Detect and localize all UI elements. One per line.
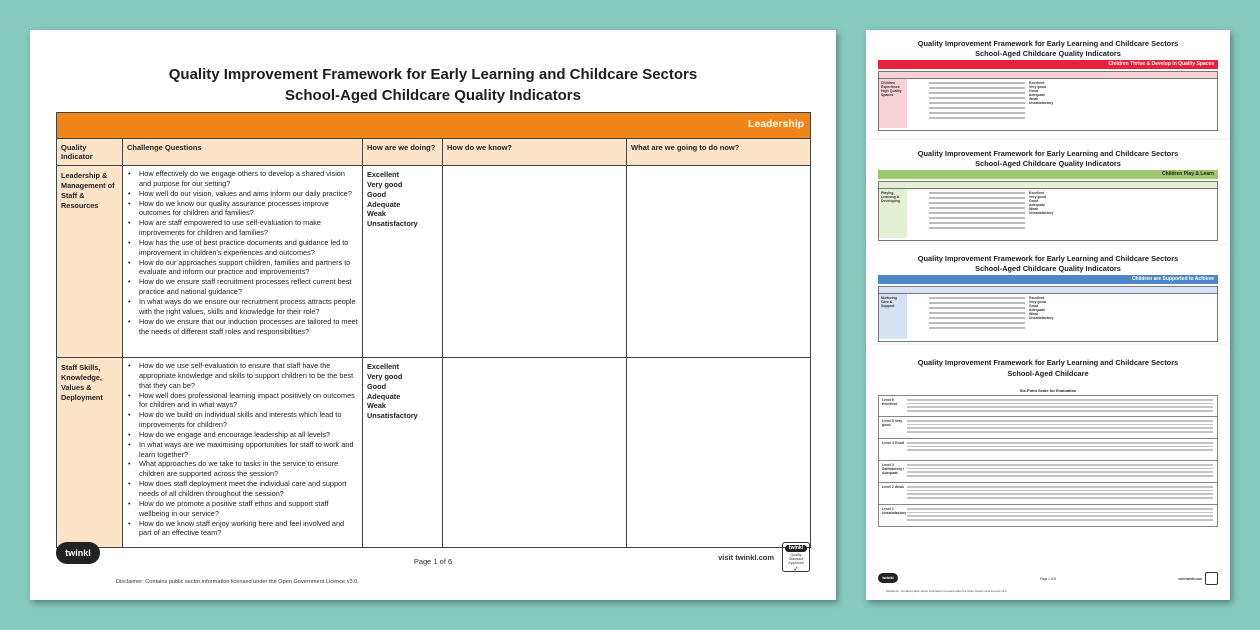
thumbnail-subtitle: School-Aged Childcare Quality Indicators [975,264,1121,273]
badge-text: Quality Standard Approved [788,553,804,566]
thumbnail-banner: Children Thrive & Develop in Quality Spaces [878,60,1218,69]
main-document-page [30,30,836,600]
thumbnail-page-3[interactable] [866,245,1230,345]
scale-row [878,483,1218,505]
rating-option: Unsatisfactory [367,219,418,229]
thumbnail-scale: Excellent Very good Good Adequate Weak Unsatisfactory [1029,81,1054,105]
challenge-question: • How do we ensure that our induction processes are tailored to meet the needs of different staff roles and responsibilities? [126,317,358,337]
challenge-question: • How do we ensure staff recruitment processes reflect current best practice and national guidance? [126,277,358,297]
challenge-question: • How do we engage and encourage leadership at all levels? [126,430,358,440]
challenge-question: • How well do our vision, values and aims inform our daily practice? [126,189,358,199]
challenge-question: • What approaches do we take to tasks in the service to ensure children are supported across the session? [126,459,358,479]
thumbnail-header-row [878,181,1218,189]
challenge-question: • How well does professional learning impact positively on outcomes for children and in what ways? [126,391,358,411]
badge-logo: twinkl [785,545,807,552]
scale-level: Level 1 Unsatisfactory [882,507,907,515]
rating-option: Excellent [367,170,400,179]
challenge-question: • How do we know staff enjoy working here and feel involved and part of an effective team? [126,519,358,539]
thumbnail-banner: Children are Supported to Achieve [878,275,1218,284]
challenge-question: • How are staff empowered to use self-evaluation to make improvements for children and families? [126,218,358,238]
scale-row [878,439,1218,461]
thumbnail-indicator: Playing, Learning & Developing [879,189,907,238]
twinkl-logo: twinkl [56,542,100,564]
how-do-we-know-cell [443,166,627,358]
column-header: How do we know? [443,139,627,166]
scale-row [878,461,1218,483]
rating-option: Adequate [367,391,401,401]
thumbnail-text-lines [929,82,1025,122]
thumbnail-banner: Children Play & Learn [878,170,1218,179]
scale-level: Level 5 Very good [882,419,903,427]
scale-row [878,395,1218,417]
thumbnail-scale: Excellent Very good Good Adequate Weak Unsatisfactory [1029,191,1054,215]
scale-level: Level 4 Good [882,441,904,445]
challenge-question: • How do we know our quality assurance processes improve outcomes for children and families? [126,199,358,219]
how-do-we-know-cell [443,358,627,548]
challenge-questions-cell [123,358,363,548]
rating-option: Good [367,189,387,199]
thumbnail-header-row [878,286,1218,294]
rating-option: Weak [367,209,386,219]
twinkl-logo: twinkl [878,573,898,583]
challenge-question: • In what ways do we ensure our recruitment process attracts people with the right values, skills and knowledge for their role? [126,297,358,317]
challenge-question: • How do we promote a positive staff ethos and support staff wellbeing in our service? [126,499,358,519]
column-header: Quality Indicator [57,139,123,166]
page-number: Page 1 of 6 [1039,577,1057,581]
thumbnail-title: Quality Improvement Framework for Early Learning and Childcare Sectors [917,254,1179,263]
thumbnail-page-4[interactable] [866,345,1230,600]
thumbnail-subtitle: School-Aged Childcare Quality Indicators [975,159,1121,168]
thumbnail-title: Quality Improvement Framework for Early Learning and Childcare Sectors [917,358,1179,367]
thumbnail-indicator: Nurturing Care & Support [879,294,907,339]
thumbnail-body [878,79,1218,131]
visit-link[interactable]: visit twinkl.com [718,553,774,562]
disclaimer: Disclaimer: Contains public sector information licensed under the Open Government Licence v3.0. [116,579,359,585]
scale-rows [878,395,1218,527]
quality-standard-badge [782,542,810,572]
thumbnail-text-lines [929,192,1025,232]
rating-option: Excellent [367,362,400,371]
challenge-question: • How do our approaches support children, families and partners to evaluate and inform our practice and improvements? [126,258,358,278]
column-header: What are we going to do now? [627,139,811,166]
column-header: Challenge Questions [123,139,363,166]
quality-indicator-cell: Leadership & Management of Staff & Resources [57,166,123,358]
challenge-questions-cell [123,166,363,358]
rating-scale-cell [363,358,443,548]
thumbnail-text-lines [929,297,1025,332]
quality-standard-badge [1205,572,1218,585]
table-row [57,166,811,358]
rating-option: Weak [367,401,386,411]
challenge-question: • In what ways are we maximising opportunities for staff to work and learn together? [126,440,358,460]
scale-level: Level 2 Weak [882,485,904,489]
thumbnail-header-row [878,71,1218,79]
section-banner: Leadership [57,113,811,139]
next-steps-cell [627,166,811,358]
rating-option: Very good [367,371,403,381]
scale-level: Level 3 Satisfactory / Adequate [882,463,904,475]
thumbnail-title: Quality Improvement Framework for Early Learning and Childcare Sectors [917,149,1179,158]
rating-option: Unsatisfactory [367,411,418,421]
visit-link: visit twinkl.com [1178,577,1202,581]
thumbnail-subtitle: School-Aged Childcare Quality Indicators [975,49,1121,58]
scale-level: Level 6 Excellent [882,398,898,406]
challenge-question: • How has the use of best practice documents and guidance led to improvement in children's experiences and outcomes? [126,238,358,258]
challenge-question: • How do we use self-evaluation to ensure that staff have the appropriate knowledge and skills to support children to be the best that they can be? [126,361,358,391]
thumbnail-page-2[interactable] [866,140,1230,245]
document-subtitle: School-Aged Childcare Quality Indicators [285,87,581,104]
rating-option: Adequate [367,199,401,209]
rating-scale-cell [363,166,443,358]
scale-subtitle: Six-Point Scale for Evaluation [1019,388,1077,393]
next-steps-cell [627,358,811,548]
challenge-question: • How does staff deployment meet the individual care and support needs of all children throughout the session? [126,479,358,499]
quality-indicator-cell: Staff Skills, Knowledge, Values & Deployment [57,358,123,548]
column-header: How are we doing? [363,139,443,166]
disclaimer: Disclaimer: Contains public sector information licensed under the Open Government Licence v3.0. [886,589,1008,593]
challenge-question: • How do we build on individual skills and interests which lead to improvements for children? [126,410,358,430]
thumbnail-subtitle: School-Aged Childcare [1007,369,1089,378]
rating-option: Very good [367,179,403,189]
thumbnail-page-1[interactable] [866,30,1230,140]
challenge-question: • How effectively do we engage others to develop a shared vision and purpose for our setting? [126,169,358,189]
rating-option: Good [367,381,387,391]
thumbnail-body [878,189,1218,241]
thumbnail-indicator: Children Experience High Quality Spaces [879,79,907,128]
scale-row [878,505,1218,527]
thumbnail-title: Quality Improvement Framework for Early Learning and Childcare Sectors [917,39,1179,48]
table-row [57,358,811,548]
scale-row [878,417,1218,439]
document-title: Quality Improvement Framework for Early Learning and Childcare Sectors [168,66,698,83]
thumbnail-scale: Excellent Very good Good Adequate Weak Unsatisfactory [1029,296,1054,320]
checkmark-icon: ✓ [793,565,799,573]
thumbnail-body [878,294,1218,342]
page-number: Page 1 of 6 [413,557,453,566]
quality-indicators-table [56,112,811,548]
